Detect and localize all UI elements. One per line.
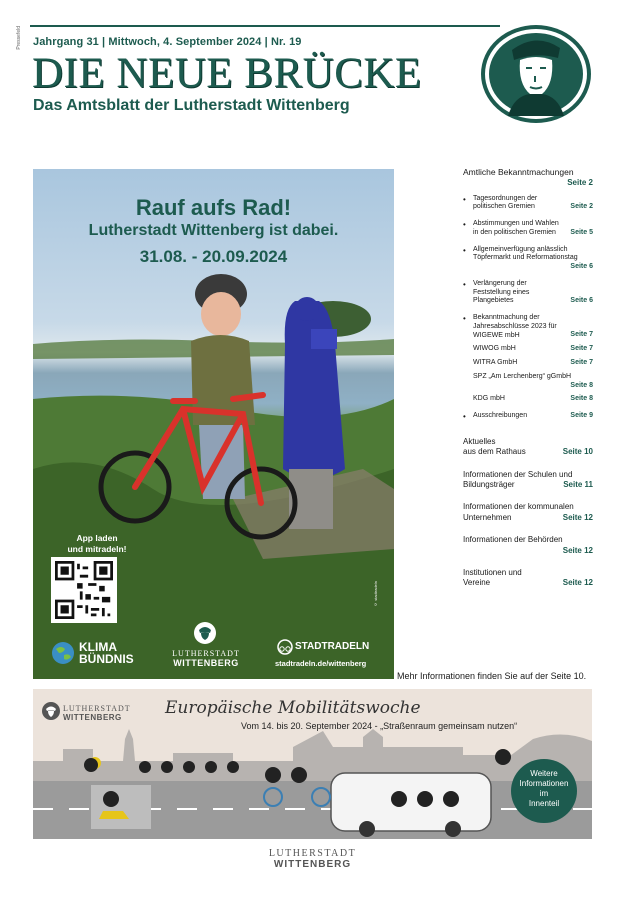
toc-item-label: • Abstimmungen und Wahlen in den politischen Gremien: [473, 220, 559, 236]
klima-label: KLIMA: [79, 640, 117, 654]
footer-wittenberg-label: WITTENBERG: [273, 859, 352, 870]
toc-item[interactable]: [463, 195, 593, 213]
toc-subitem-page: Seite 8: [570, 395, 593, 403]
luther-emblem-icon: [193, 621, 217, 645]
toc-subitem-page: Seite 7: [570, 359, 593, 367]
toc-item-page: Seite 6: [570, 297, 593, 305]
toc-amtliche-page: Seite 2: [567, 177, 593, 187]
toc-subitem-label: KDG mbH: [473, 395, 505, 403]
toc-item-label: • Verlängerung der Feststellung eines Plangebietes: [473, 279, 530, 305]
toc-subitem-label: SPZ „Am Lerchenberg“ gGmbH: [473, 372, 572, 380]
toc-subitem[interactable]: [463, 373, 593, 391]
globe-icon: [51, 641, 75, 665]
lutherstadt-wittenberg-logo: [161, 649, 251, 668]
toc-item[interactable]: [463, 412, 593, 421]
poster-subtitle: Lutherstadt Wittenberg ist dabei.: [88, 222, 339, 239]
toc-section-label-1: Informationen der kommunalen: [463, 502, 574, 512]
toc-section-label-2: Bildungsträger: [463, 480, 515, 490]
toc-item[interactable]: [463, 280, 593, 306]
app-label-line-2: und mitradeln!: [67, 544, 127, 555]
footer-lutherstadt-label: LUTHERSTADT: [268, 848, 357, 859]
toc-item-page: Seite 7: [570, 331, 593, 339]
toc-item[interactable]: [463, 220, 593, 238]
toc-section[interactable]: [463, 437, 593, 458]
toc-item-page: Seite 5: [570, 228, 593, 236]
toc-subitem[interactable]: [463, 345, 593, 354]
banner-subtitle: Vom 14. bis 20. September 2024 - „Straßenraum gemeinsam nutzen“: [241, 721, 518, 731]
toc-section-label-1: Informationen der Schulen und: [463, 469, 573, 479]
toc-item-page: Seite 6: [570, 263, 593, 271]
toc-item[interactable]: [463, 314, 593, 340]
toc-section-label-2: aus dem Rathaus: [463, 447, 526, 457]
toc-section[interactable]: [463, 568, 593, 589]
banner-luther-emblem-icon: [41, 701, 61, 721]
masthead-subtitle: Das Amtsblatt der Lutherstadt Wittenberg: [33, 97, 350, 114]
toc-section-label-1: Aktuelles: [463, 436, 496, 446]
banner-info-line-1: Weitere: [530, 769, 558, 778]
masthead-title: DIE NEUE BRÜCKE: [32, 50, 422, 97]
toc-section[interactable]: [463, 502, 593, 523]
footer-lutherstadt-logo: [0, 848, 625, 870]
banner-info-line-4: Innenteil: [528, 799, 560, 808]
toc-subitem[interactable]: [463, 359, 593, 368]
toc-subitem-label: WITRA GmbH: [473, 359, 518, 367]
banner-lutherstadt-logo: [63, 704, 131, 722]
luther-portrait-icon: [480, 24, 592, 124]
banner-info-badge: [511, 759, 577, 823]
toc-section[interactable]: [463, 470, 593, 491]
toc-item-page: Seite 2: [570, 203, 593, 211]
stadtradeln-logo: STADTRADELN: [295, 641, 370, 652]
toc-item[interactable]: [463, 246, 593, 272]
stadtradeln-icon: [277, 639, 293, 655]
toc-item-label: Ausschreibungen: [473, 412, 528, 420]
toc-section[interactable]: [463, 535, 593, 556]
wittenberg-label: WITTENBERG: [173, 658, 239, 668]
toc-subitem-page: Seite 8: [570, 381, 593, 389]
qr-code-icon[interactable]: [51, 557, 117, 623]
toc-section-page: Seite 10: [562, 447, 593, 457]
press-stamp: Pressefeld: [16, 26, 22, 50]
banner-title: Europäische Mobilitätswoche: [165, 698, 421, 718]
app-label: [47, 533, 147, 555]
toc-section-page: Seite 11: [563, 480, 593, 490]
banner-info-line-3: im: [539, 789, 549, 798]
poster-dates: 31.08. - 20.09.2024: [139, 247, 288, 266]
photo-credit: © stadtradeln: [373, 581, 378, 607]
toc-subitem[interactable]: [463, 395, 593, 404]
toc-item-label: • Tagesordnungen der politischen Gremien: [473, 194, 538, 211]
buendnis-label: BÜNDNIS: [79, 652, 134, 666]
app-label-line-1: App laden: [76, 533, 118, 543]
toc-section-label-1: Institutionen und: [463, 568, 522, 577]
top-rule: [30, 25, 500, 27]
toc-section-page: Seite 12: [562, 512, 593, 522]
stadtradeln-url[interactable]: stadtradeln.de/wittenberg: [275, 659, 367, 668]
banner-wittenberg-label: WITTENBERG: [63, 713, 122, 722]
more-info-note: Mehr Informationen finden Sie auf der Seite 10.: [397, 671, 587, 681]
table-of-contents: [463, 167, 593, 589]
toc-section-label-2: Vereine: [463, 578, 491, 588]
toc-section-label-1: Informationen der Behörden: [463, 535, 563, 545]
toc-section-label-2: Unternehmen: [463, 512, 512, 522]
banner-lutherstadt-label: LUTHERSTADT: [63, 704, 131, 713]
toc-item-label: • Bekanntmachung der Jahresabschlüsse 2023 für WIGEWE mbH: [473, 314, 557, 339]
issue-line: Jahrgang 31 | Mittwoch, 4. September 2024 | Nr. 19: [33, 36, 302, 48]
poster-title: Rauf aufs Rad!: [135, 195, 292, 220]
klima-buendnis-logo: [79, 641, 134, 665]
toc-item-page: Seite 9: [570, 412, 593, 420]
banner-info-line-2: Informationen: [519, 779, 569, 788]
toc-section-page: Seite 12: [562, 578, 593, 588]
poster: [33, 169, 394, 679]
toc-item-label: • Allgemeinverfügung anlässlich Töpfermarkt und Reformationstag: [473, 245, 578, 262]
toc-section-page: Seite 12: [562, 545, 593, 555]
toc-subitem-page: Seite 7: [570, 345, 593, 353]
toc-subitem-label: WIWOG mbH: [473, 345, 516, 353]
mobility-week-banner: [33, 689, 592, 839]
toc-amtliche-label: Amtliche Bekanntmachungen: [463, 167, 574, 177]
lutherstadt-label: LUTHERSTADT: [172, 649, 240, 658]
